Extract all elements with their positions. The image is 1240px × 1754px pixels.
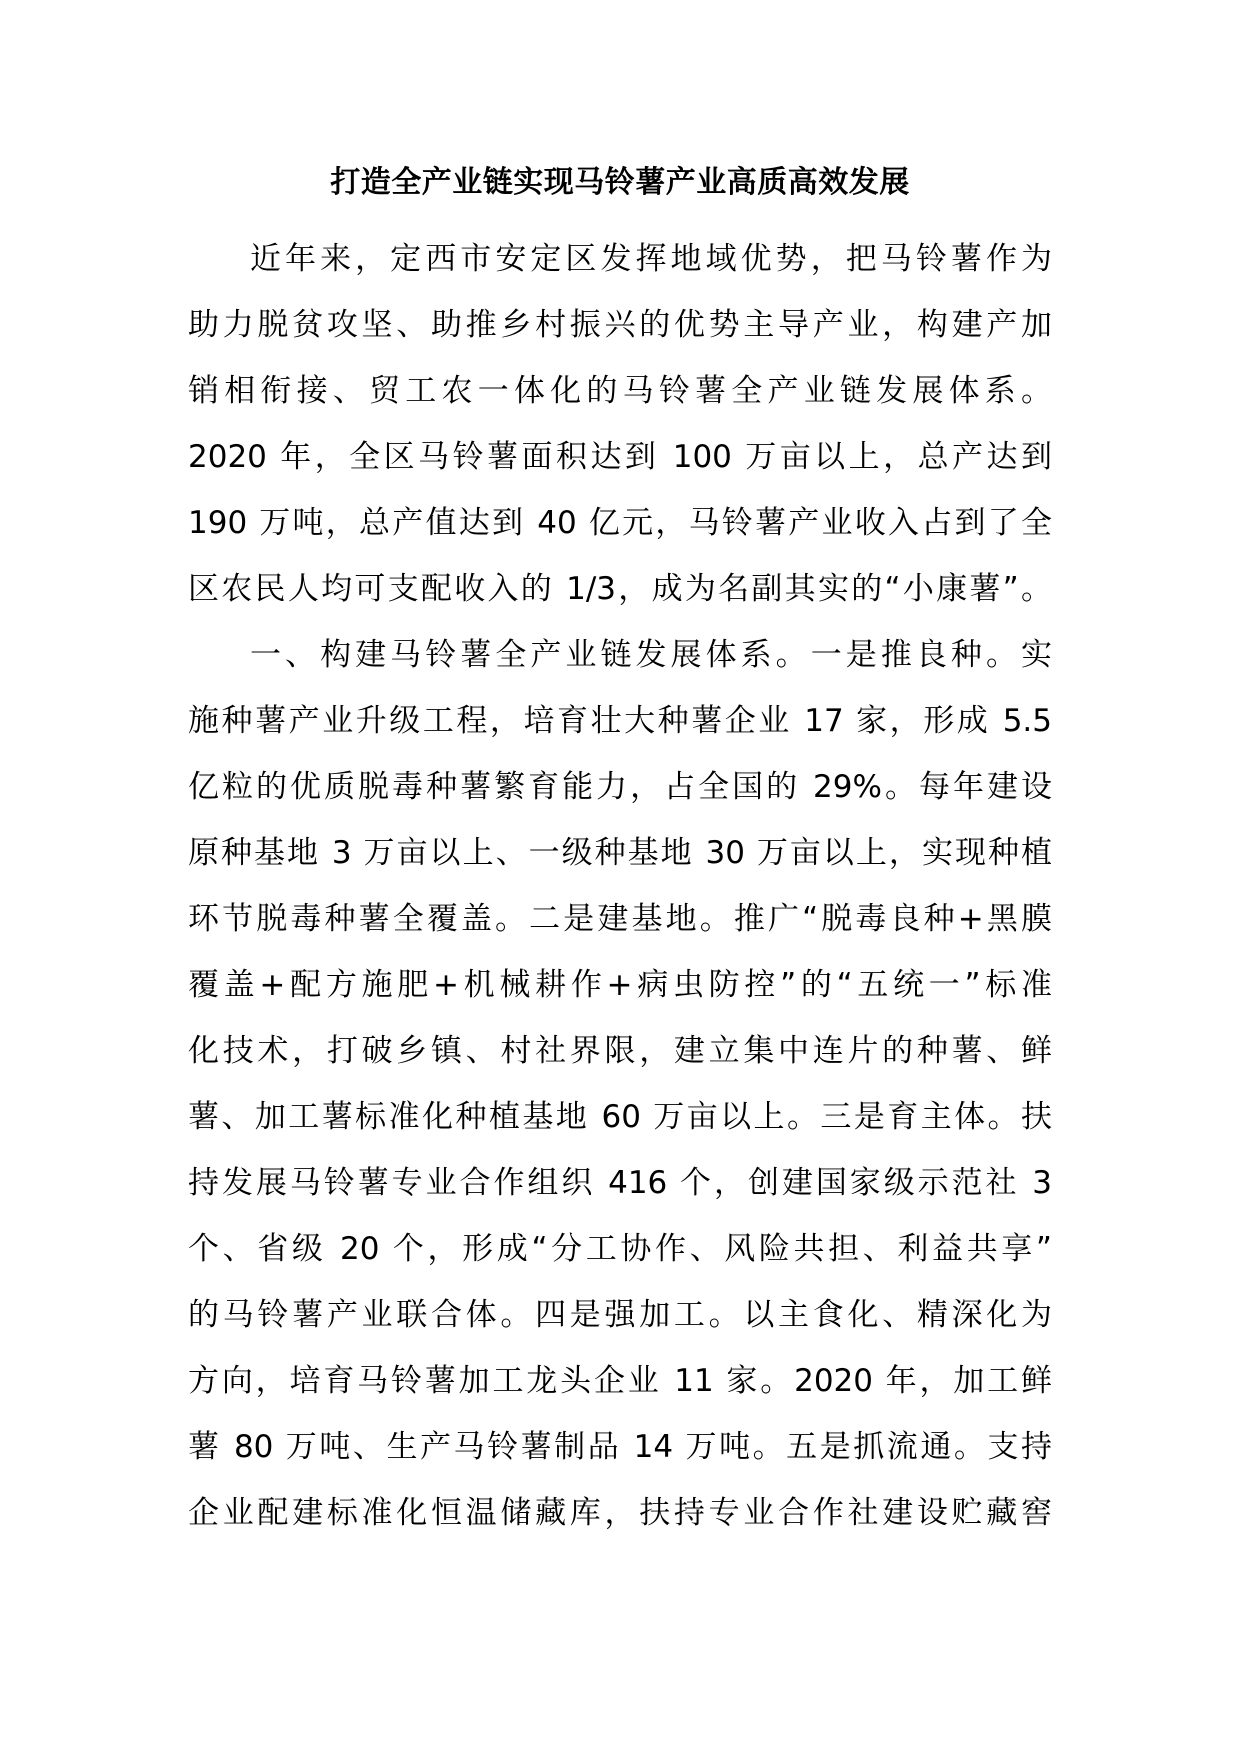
text-line: 个、省级 20 个，形成“分工协作、风险共担、利益共享” [188,1231,1052,1267]
text-line: 薯、加工薯标准化种植基地 60 万亩以上。三是育主体。扶 [188,1099,1052,1135]
text-line: 覆盖+配方施肥+机械耕作+病虫防控”的“五统一”标准 [188,967,1052,1003]
text-line: 原种基地 3 万亩以上、一级种基地 30 万亩以上，实现种植 [188,835,1052,871]
text-line: 化技术，打破乡镇、村社界限，建立集中连片的种薯、鲜 [188,1033,1052,1069]
text-line: 助力脱贫攻坚、助推乡村振兴的优势主导产业，构建产加 [188,307,1052,343]
text-line: 销相衔接、贸工农一体化的马铃薯全产业链发展体系。 [188,373,1052,409]
text-line: 方向，培育马铃薯加工龙头企业 11 家。2020 年，加工鲜 [188,1363,1052,1399]
document-body [188,226,1052,1546]
text-line: 2020 年，全区马铃薯面积达到 100 万亩以上，总产达到 [188,439,1052,475]
text-line: 持发展马铃薯专业合作组织 416 个，创建国家级示范社 3 [188,1165,1052,1201]
text-line: 190 万吨，总产值达到 40 亿元，马铃薯产业收入占到了全 [188,505,1052,541]
text-line: 近年来，定西市安定区发挥地域优势，把马铃薯作为 [250,241,1052,277]
text-line: 企业配建标准化恒温储藏库，扶持专业合作社建设贮藏窖 [188,1495,1052,1531]
text-line: 一、构建马铃薯全产业链发展体系。一是推良种。实 [250,637,1052,673]
document-title: 打造全产业链实现马铃薯产业高质高效发展 [330,165,910,200]
text-line: 亿粒的优质脱毒种薯繁育能力，占全国的 29%。每年建设 [188,769,1052,805]
text-line: 环节脱毒种薯全覆盖。二是建基地。推广“脱毒良种+黑膜 [188,901,1052,937]
text-line: 薯 80 万吨、生产马铃薯制品 14 万吨。五是抓流通。支持 [188,1429,1052,1465]
text-line: 的马铃薯产业联合体。四是强加工。以主食化、精深化为 [188,1297,1052,1333]
text-line: 区农民人均可支配收入的 1/3，成为名副其实的“小康薯”。 [188,571,1052,607]
text-line: 施种薯产业升级工程，培育壮大种薯企业 17 家，形成 5.5 [188,703,1052,739]
